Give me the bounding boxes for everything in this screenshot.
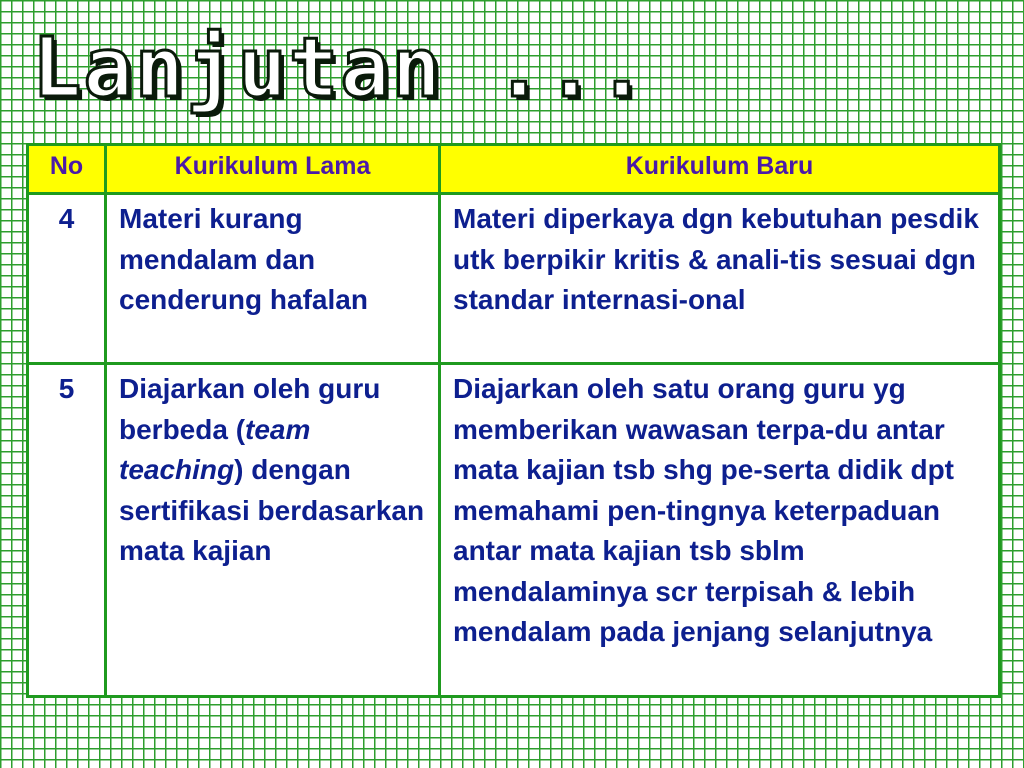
team-teaching-term: team teaching [119,413,311,485]
table-header-row [28,145,1000,194]
table-row [28,194,1000,364]
lama-text-end: ) dengan sertifikasi berdasarkan mata kajian [119,454,425,566]
header-kurikulum-baru: Kurikulum Baru [440,145,1000,194]
lama-text-start: Diajarkan oleh guru berbeda ( [119,373,381,445]
comparison-table [26,143,1001,698]
table-row [28,364,1000,697]
row-number: 5 [28,364,106,697]
header-no: No [28,145,106,194]
row-number: 4 [28,194,106,364]
kurikulum-lama-cell: Materi kurang mendalam dan cenderung hafalan [106,194,440,364]
kurikulum-baru-cell: Diajarkan oleh satu orang guru yg memberikan wawasan terpa-du antar mata kajian tsb shg pe-serta didik dpt memahami pen-tingnya keterpaduan antar mata kajian tsb sblm mendalaminya scr terpisah & lebih mendalam pada jenjang selanjutnya [440,364,1000,697]
kurikulum-lama-cell [106,364,440,697]
slide-title: Lanjutan ... [32,21,649,116]
kurikulum-baru-cell: Materi diperkaya dgn kebutuhan pesdik utk berpikir kritis & anali-tis sesuai dgn standar internasi-onal [440,194,1000,364]
header-kurikulum-lama: Kurikulum Lama [106,145,440,194]
